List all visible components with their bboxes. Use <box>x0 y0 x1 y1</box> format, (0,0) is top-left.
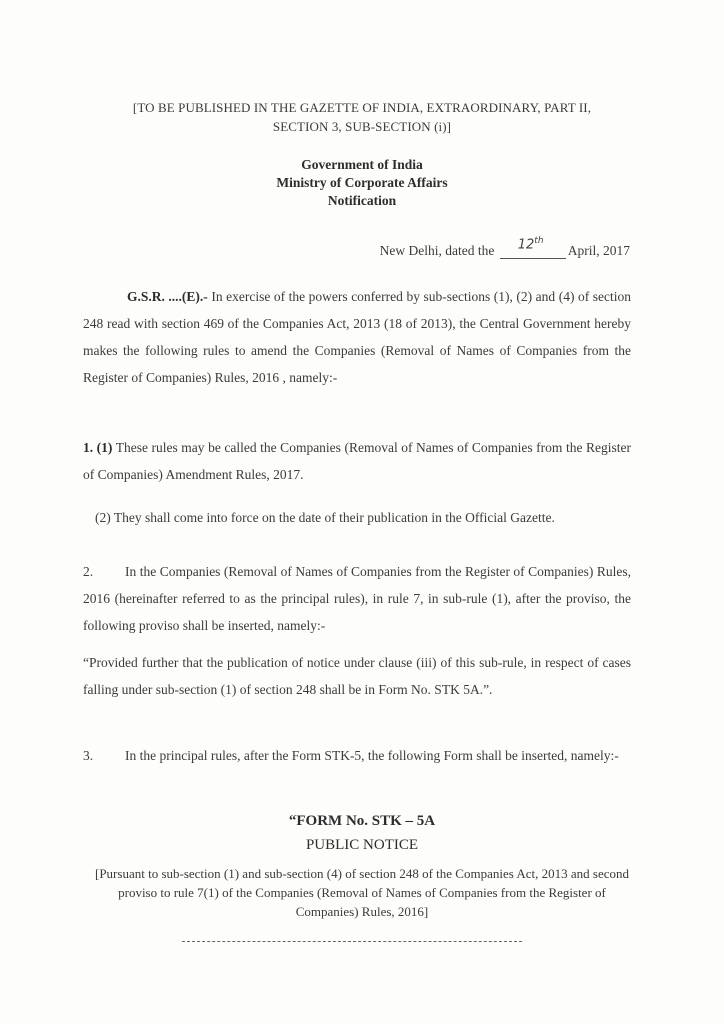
gsr-number: G.S.R. ....(E).- <box>127 289 208 304</box>
authority-block <box>60 156 664 210</box>
rule-2-number: 2. <box>83 564 94 579</box>
dateline <box>379 236 630 259</box>
form-title: “FORM No. STK – 5A <box>288 813 436 829</box>
preamble-paragraph <box>83 283 631 391</box>
rule-1-number: 1. (1) <box>83 440 113 455</box>
date-blank <box>500 236 566 259</box>
rule-2-text: In the Companies (Removal of Names of Companies from the Register of Companies) Rules, 2016 (hereinafter referred to as the principal rules), in rule 7, in sub-rule (1), after the proviso, the following proviso shall be inserted, namely:- <box>83 564 631 633</box>
rule-3-number: 3. <box>83 748 94 763</box>
inserted-proviso-quote: “Provided further that the publication of notice under clause (iii) of this sub-rule, in respect of cases falling under sub-section (1) of section 248 shall be in Form No. STK 5A.”. <box>83 655 631 697</box>
dateline-prefix: New Delhi, dated the <box>379 243 495 258</box>
dateline-suffix: April, 2017 <box>567 243 630 258</box>
rule-2-paragraph <box>83 558 631 639</box>
rule-3-paragraph <box>83 742 631 769</box>
rule-1-text: These rules may be called the Companies (Removal of Names of Companies from the Register of Companies) Amendment Rules, 2017. <box>83 440 631 482</box>
handwritten-day <box>518 236 544 252</box>
form-pursuant-note: [Pursuant to sub-section (1) and sub-section (4) of section 248 of the Companies Act, 2013 and second proviso to rule 7(1) of the Companies (Removal of Names of Companies from the Register of Companies) Rules, 2016] <box>95 866 629 919</box>
rule-3-text: In the principal rules, after the Form STK-5, the following Form shall be inserted, namely:- <box>125 748 619 763</box>
rule-1-paragraph <box>83 434 631 488</box>
gazette-header-line-2: SECTION 3, SUB-SECTION (i)] <box>272 119 452 134</box>
gazette-header-line-1: [TO BE PUBLISHED IN THE GAZETTE OF INDIA, EXTRAORDINARY, PART II, <box>132 100 592 115</box>
dashed-divider <box>182 941 522 942</box>
ministry-name: Ministry of Corporate Affairs <box>276 175 448 190</box>
handwritten-day-suffix: th <box>534 236 544 246</box>
government-name: Government of India <box>301 157 423 172</box>
handwritten-day-number: 12 <box>517 237 535 253</box>
gazette-header <box>60 98 664 136</box>
notification-heading: Notification <box>327 193 397 208</box>
form-subtitle: PUBLIC NOTICE <box>305 837 419 853</box>
rule-1-subrule-2: (2) They shall come into force on the date of their publication in the Official Gazette. <box>95 510 555 525</box>
preamble-text: In exercise of the powers conferred by sub-sections (1), (2) and (4) of section 248 read with section 469 of the Companies Act, 2013 (18 of 2013), the Central Government hereby makes the following rules to amend the Companies (Removal of Names of Companies from the Register of Companies) Rules, 2016 , namely:- <box>83 289 632 385</box>
